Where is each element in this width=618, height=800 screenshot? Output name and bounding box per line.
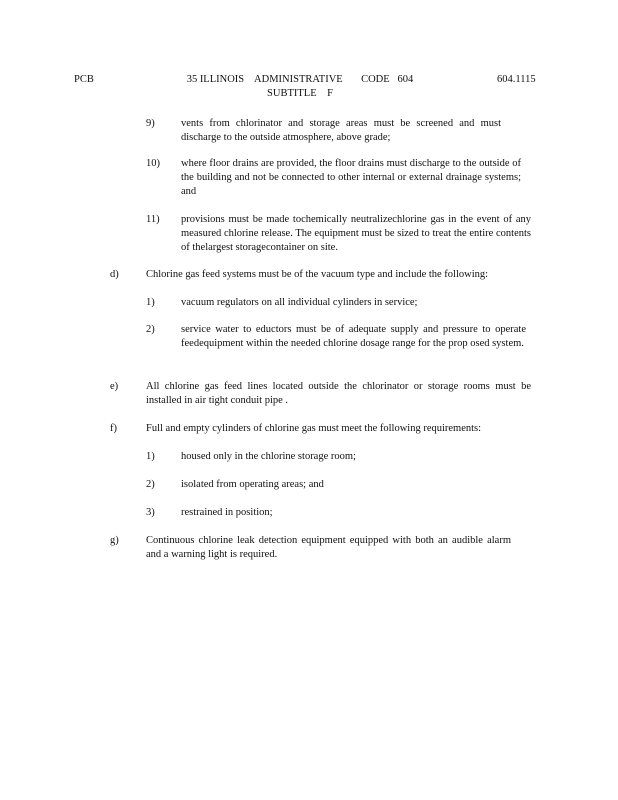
- item-label: g): [110, 535, 119, 546]
- item-label: 2): [146, 479, 155, 490]
- item-text: housed only in the chlorine storage room;: [181, 451, 356, 462]
- item-text: provisions must be made tochemically neutralizechlorine gas in the event of any measured chlorine release. The equipment must be sized to treat the entire contents of thelargest storagecontainer on site.: [181, 214, 531, 253]
- item-text: service water to eductors must be of adequate supply and pressure to operate feedequipment within the needed chlorine dosage range for the prop osed system.: [181, 324, 526, 349]
- item-text: restrained in position;: [181, 507, 273, 518]
- item-text: Continuous chlorine leak detection equipment equipped with both an audible alarm and a warning light is required.: [146, 535, 511, 560]
- item-label: 3): [146, 507, 155, 518]
- item-text: Chlorine gas feed systems must be of the vacuum type and include the following:: [146, 269, 489, 280]
- item-label: e): [110, 381, 119, 392]
- header-left: PCB: [74, 74, 94, 85]
- item-label: 10): [146, 158, 160, 169]
- item-label: 1): [146, 297, 155, 308]
- header-center: [150, 73, 450, 101]
- item-text: All chlorine gas feed lines located outside the chlorinator or storage rooms must be installed in air tight conduit pipe .: [146, 381, 531, 406]
- header-subtitle: SUBTITLE F: [267, 88, 333, 99]
- header-right: 604.1115: [497, 74, 536, 85]
- item-label: 1): [146, 451, 155, 462]
- item-label: 11): [146, 214, 160, 225]
- header-title: 35 ILLINOIS ADMINISTRATIVE CODE 604: [186, 74, 414, 85]
- item-text: isolated from operating areas; and: [181, 479, 324, 490]
- item-text: Full and empty cylinders of chlorine gas must meet the following requirements:: [146, 423, 482, 434]
- item-text: vacuum regulators on all individual cylinders in service;: [181, 297, 418, 308]
- item-text: where floor drains are provided, the floor drains must discharge to the outside of the building and not be connected to other internal or external drainage systems; and: [181, 158, 521, 197]
- item-text: vents from chlorinator and storage areas must be screened and must discharge to the outside atmosphere, above grade;: [181, 118, 501, 143]
- item-label: 2): [146, 324, 155, 335]
- item-label: d): [110, 269, 119, 280]
- item-label: 9): [146, 118, 155, 129]
- item-label: f): [110, 423, 117, 434]
